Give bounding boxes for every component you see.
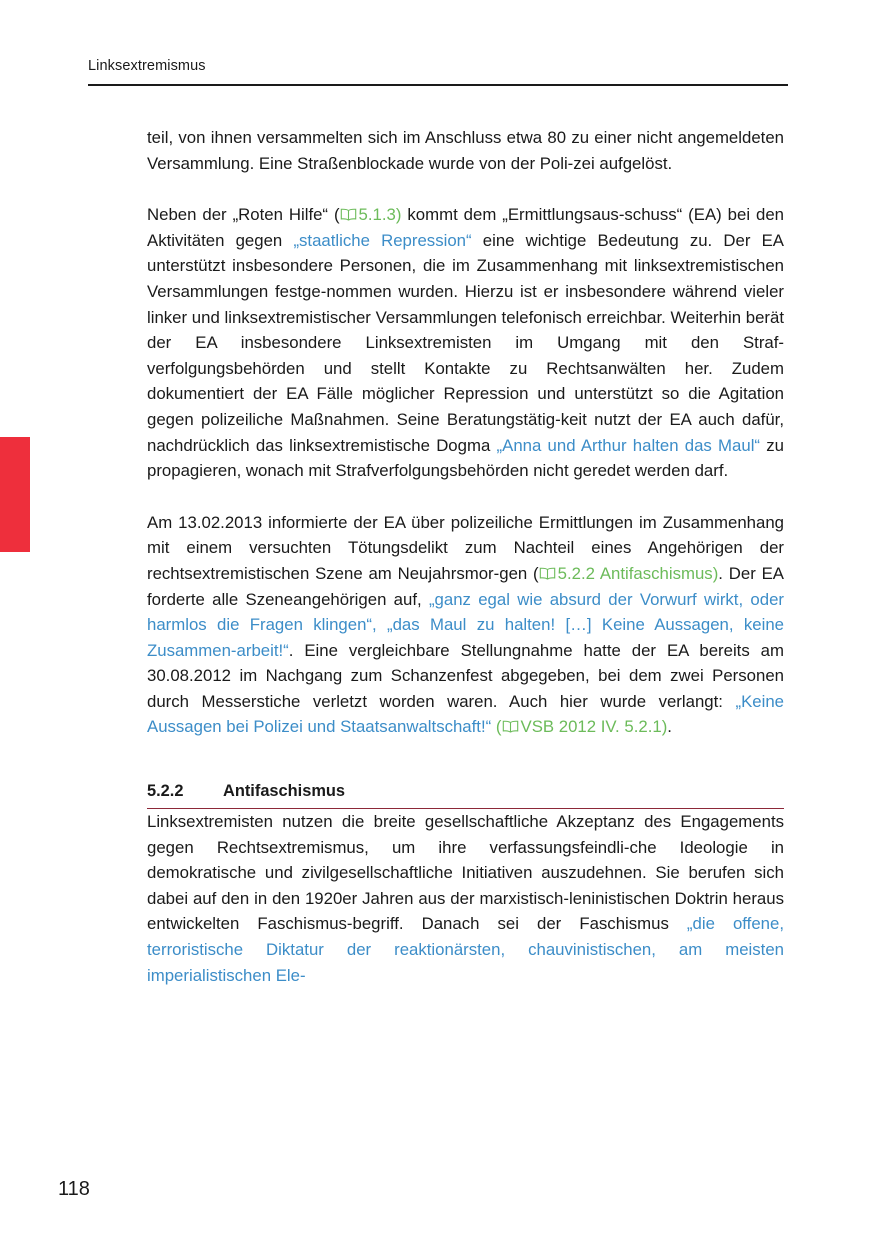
quote-ganz-egal-wie-absurd: „ganz egal wie absurd der Vorwurf wirkt, oder harmlos die Fragen klingen“, „das Maul zu halten! […] Keine Aussagen, keine Zusammen-arbeit!“ (147, 589, 784, 660)
par4-segment-1: Linksextremisten nutzen die breite gesellschaftliche Akzeptanz des Engagements gegen Rechtsextremismus, um ihre verfassungsfeindli-che Ideologie in demokratische und zivilgesellschaftliche Initiativen auszudehnen. Sie berufen sich dabei auf den in den 1920er Jahren aus der marxistisch-leninistischen Doktrin heraus entwickelten Faschismus-begriff. Danach sei der Faschismus (147, 812, 784, 934)
book-icon (340, 208, 357, 221)
quote-die-offene-terroristische-diktatur: „die offene, terroristische Diktatur der reaktionärsten, chauvinistischen, am meisten imperialistischen Ele- (147, 914, 784, 985)
par2-segment-2: kommt dem „Ermittlungsaus-schuss“ (EA) bei den Aktivitäten gegen (147, 205, 784, 250)
section-title: Antifaschismus (223, 782, 346, 801)
paragraph-2 (147, 202, 784, 484)
running-header-text: Linksextremismus (88, 58, 206, 74)
cross-reference-5-1-3-label: 5.1.3) (358, 205, 402, 225)
paragraph-3 (147, 510, 784, 740)
running-header (88, 58, 788, 86)
par2-segment-3: eine wichtige Bedeutung zu. Der EA unterstützt insbesondere Personen, die im Zusammenhang mit linksextremistischen Versammlungen festge-nommen wurden. Hierzu ist er insbesondere während vieler linker und linksextremistischer Versammlungen telefonisch erreichbar. Weiterhin berät der EA insbesondere Linksextremisten im Umgang mit den Straf-verfolgungsbehörden und stellt Kontakte zu Rechtsanwälten her. Zudem dokumentiert der EA Fälle möglicher Repression und unterstützt so die Agitation gegen polizeiliche Maßnahmen. Seine Beratungstätig-keit nutzt der EA auch dafür, nachdrücklich das linksextremistische Dogma (147, 230, 784, 455)
par3-segment-1: Am 13.02.2013 informierte der EA über polizeiliche Ermittlungen im Zusammenhang mit einem versuchten Tötungsdelikt zum Nachteil eines Angehörigen der rechtsextremistischen Szene am Neujahrsmor-gen ( (147, 512, 784, 583)
par2-segment-4: zu propagieren, wonach mit Strafverfolgungsbehörden nicht geredet werden darf. (147, 435, 784, 481)
cross-reference-vsb-2012[interactable] (502, 717, 668, 736)
par3-segment-5: . (667, 717, 672, 737)
paragraph-1: teil, von ihnen versammelten sich im Anschluss etwa 80 zu einer nicht angemeldeten Versammlung. Eine Straßenblockade wurde von der Poli-zei aufgelöst. (147, 128, 784, 173)
chapter-side-tab (0, 437, 30, 552)
page-number: 118 (58, 1178, 90, 1200)
running-header-rule (88, 84, 788, 86)
paragraph-4 (147, 809, 784, 988)
section-heading (147, 782, 784, 809)
quote-keine-aussagen: „Keine Aussagen bei Polizei und Staatsanwaltschaft!“ (147, 691, 784, 737)
par3-segment-4: ( (491, 717, 502, 737)
quote-staatliche-repression: „staatliche Repression“ (293, 230, 472, 250)
par2-segment-1: Neben der „Roten Hilfe“ ( (147, 205, 340, 225)
cross-reference-5-2-2-label: 5.2.2 Antifaschismus) (557, 563, 719, 583)
book-icon (502, 720, 519, 733)
book-icon (539, 567, 556, 580)
page-content (147, 125, 784, 988)
cross-reference-5-1-3[interactable] (340, 205, 402, 224)
quote-anna-und-arthur: „Anna und Arthur halten das Maul“ (496, 435, 761, 455)
section-number: 5.2.2 (147, 782, 184, 801)
cross-reference-vsb-2012-label: VSB 2012 IV. 5.2.1) (520, 717, 668, 737)
par3-segment-2: . Der EA forderte alle Szeneangehörigen auf, (147, 563, 784, 609)
cross-reference-5-2-2[interactable] (539, 564, 719, 583)
par3-segment-3: . Eine vergleichbare Stellungnahme hatte der EA bereits am 30.08.2012 im Nachgang zum Schanzenfest abgegeben, bei dem zwei Personen durch Messerstiche verletzt worden waren. Auch hier wurde verlangt: (147, 640, 784, 711)
